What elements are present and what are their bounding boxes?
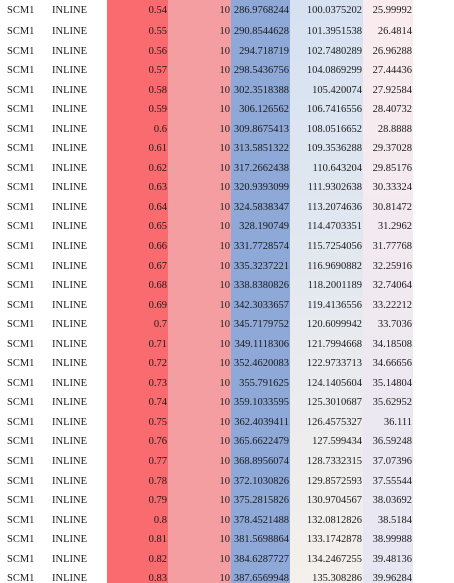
count-cell[interactable]: 10 xyxy=(168,296,231,316)
ratio-cell[interactable]: 0.73 xyxy=(107,374,168,394)
value-b-cell[interactable]: 135.308286 xyxy=(290,569,363,583)
count-cell[interactable]: 10 xyxy=(168,452,231,472)
value-a-cell[interactable]: 290.8544628 xyxy=(231,22,290,42)
type-cell[interactable]: INLINE xyxy=(52,553,87,565)
table-row xyxy=(0,0,413,22)
model-cell[interactable]: SCM1 xyxy=(7,534,35,546)
model-cell[interactable]: SCM1 xyxy=(7,221,35,233)
value-c-cell[interactable]: 28.40732 xyxy=(363,100,413,120)
value-a-cell[interactable]: 375.2815826 xyxy=(231,491,290,511)
type-cell[interactable]: INLINE xyxy=(52,514,87,526)
model-cell[interactable]: SCM1 xyxy=(7,84,35,96)
count-cell[interactable]: 10 xyxy=(168,335,231,355)
type-cell[interactable]: INLINE xyxy=(52,143,87,155)
model-cell[interactable]: SCM1 xyxy=(7,280,35,292)
model-cell[interactable]: SCM1 xyxy=(7,65,35,77)
model-cell[interactable]: SCM1 xyxy=(7,416,35,428)
value-a-cell[interactable]: 378.4521488 xyxy=(231,511,290,531)
ratio-cell[interactable]: 0.59 xyxy=(107,100,168,120)
table-row xyxy=(0,511,413,531)
table-row xyxy=(0,472,413,492)
count-cell[interactable]: 10 xyxy=(168,159,231,179)
count-cell[interactable]: 10 xyxy=(168,472,231,492)
type-cell[interactable]: INLINE xyxy=(52,241,87,253)
value-a-cell[interactable]: 349.1118306 xyxy=(231,335,290,355)
model-cell[interactable]: SCM1 xyxy=(7,475,35,487)
model-cell[interactable]: SCM1 xyxy=(7,260,35,272)
model-cell[interactable]: SCM1 xyxy=(7,299,35,311)
value-b-cell[interactable]: 113.2074636 xyxy=(290,198,363,218)
value-a-cell[interactable]: 342.3033657 xyxy=(231,296,290,316)
type-cell[interactable]: INLINE xyxy=(52,201,87,213)
table-row xyxy=(0,22,413,42)
ratio-cell[interactable]: 0.6 xyxy=(107,120,168,140)
value-b-cell[interactable]: 109.3536288 xyxy=(290,139,363,159)
value-a-cell[interactable]: 298.5436756 xyxy=(231,61,290,81)
value-a-cell[interactable]: 352.4620083 xyxy=(231,354,290,374)
table-row xyxy=(0,296,413,316)
type-cell[interactable]: INLINE xyxy=(52,416,87,428)
table-row xyxy=(0,120,413,140)
type-cell[interactable]: INLINE xyxy=(52,338,87,350)
value-a-cell[interactable]: 294.718719 xyxy=(231,42,290,62)
value-c-cell[interactable]: 36.111 xyxy=(363,413,413,433)
ratio-cell[interactable]: 0.7 xyxy=(107,315,168,335)
table-row xyxy=(0,42,413,62)
count-cell[interactable]: 10 xyxy=(168,550,231,570)
value-a-cell[interactable]: 320.9393099 xyxy=(231,178,290,198)
value-b-cell[interactable]: 133.1742878 xyxy=(290,530,363,550)
value-b-cell[interactable]: 128.7332315 xyxy=(290,452,363,472)
count-cell[interactable]: 10 xyxy=(168,569,231,583)
value-c-cell[interactable]: 34.66656 xyxy=(363,354,413,374)
model-cell[interactable]: SCM1 xyxy=(7,162,35,174)
value-c-cell[interactable]: 35.62952 xyxy=(363,393,413,413)
model-cell[interactable]: SCM1 xyxy=(7,241,35,253)
value-b-cell[interactable]: 122.9733713 xyxy=(290,354,363,374)
type-cell[interactable]: INLINE xyxy=(52,475,87,487)
count-cell[interactable]: 10 xyxy=(168,491,231,511)
model-cell[interactable]: SCM1 xyxy=(7,436,35,448)
value-c-cell[interactable]: 38.99988 xyxy=(363,530,413,550)
count-cell[interactable]: 10 xyxy=(168,237,231,257)
type-cell[interactable]: INLINE xyxy=(52,45,87,57)
value-c-cell[interactable]: 34.18508 xyxy=(363,335,413,355)
type-cell[interactable]: INLINE xyxy=(52,495,87,507)
value-a-cell[interactable]: 359.1033595 xyxy=(231,393,290,413)
table-row xyxy=(0,237,413,257)
value-b-cell[interactable]: 126.4575327 xyxy=(290,413,363,433)
value-b-cell[interactable]: 127.599434 xyxy=(290,432,363,452)
model-cell[interactable]: SCM1 xyxy=(7,456,35,468)
table-row xyxy=(0,569,413,583)
type-cell[interactable]: INLINE xyxy=(52,456,87,468)
type-cell[interactable]: INLINE xyxy=(52,319,87,331)
ratio-cell[interactable]: 0.74 xyxy=(107,393,168,413)
ratio-cell[interactable]: 0.77 xyxy=(107,452,168,472)
model-cell[interactable]: SCM1 xyxy=(7,338,35,350)
table-row xyxy=(0,432,413,452)
value-a-cell[interactable]: 372.1030826 xyxy=(231,472,290,492)
table-row xyxy=(0,159,413,179)
table-row xyxy=(0,413,413,433)
count-cell[interactable]: 10 xyxy=(168,42,231,62)
ratio-cell[interactable]: 0.78 xyxy=(107,472,168,492)
model-cell[interactable]: SCM1 xyxy=(7,319,35,331)
type-cell[interactable]: INLINE xyxy=(52,397,87,409)
value-c-cell[interactable]: 38.03692 xyxy=(363,491,413,511)
value-c-cell[interactable]: 27.44436 xyxy=(363,61,413,81)
count-cell[interactable]: 10 xyxy=(168,120,231,140)
model-cell[interactable]: SCM1 xyxy=(7,358,35,370)
value-b-cell[interactable]: 114.4703351 xyxy=(290,217,363,237)
model-cell[interactable]: SCM1 xyxy=(7,143,35,155)
ratio-cell[interactable]: 0.81 xyxy=(107,530,168,550)
value-a-cell[interactable]: 306.126562 xyxy=(231,100,290,120)
value-b-cell[interactable]: 100.0375202 xyxy=(290,0,363,22)
type-cell[interactable]: INLINE xyxy=(52,104,87,116)
value-a-cell[interactable]: 338.8380826 xyxy=(231,276,290,296)
value-c-cell[interactable]: 31.2962 xyxy=(363,217,413,237)
value-a-cell[interactable]: 302.3518388 xyxy=(231,81,290,101)
value-c-cell[interactable]: 26.96288 xyxy=(363,42,413,62)
value-b-cell[interactable]: 129.8572593 xyxy=(290,472,363,492)
value-a-cell[interactable]: 309.8675413 xyxy=(231,120,290,140)
value-b-cell[interactable]: 119.4136556 xyxy=(290,296,363,316)
type-cell[interactable]: INLINE xyxy=(52,573,87,583)
ratio-cell[interactable]: 0.67 xyxy=(107,257,168,277)
ratio-cell[interactable]: 0.83 xyxy=(107,569,168,583)
ratio-cell[interactable]: 0.65 xyxy=(107,217,168,237)
value-c-cell[interactable]: 37.07396 xyxy=(363,452,413,472)
ratio-cell[interactable]: 0.82 xyxy=(107,550,168,570)
count-cell[interactable]: 10 xyxy=(168,276,231,296)
type-cell[interactable]: INLINE xyxy=(52,182,87,194)
count-cell[interactable]: 10 xyxy=(168,530,231,550)
table-row xyxy=(0,81,413,101)
model-cell[interactable]: SCM1 xyxy=(7,45,35,57)
model-cell[interactable]: SCM1 xyxy=(7,377,35,389)
type-cell[interactable]: INLINE xyxy=(52,299,87,311)
count-cell[interactable]: 10 xyxy=(168,61,231,81)
model-cell[interactable]: SCM1 xyxy=(7,573,35,583)
table-row xyxy=(0,354,413,374)
value-b-cell[interactable]: 104.0869299 xyxy=(290,61,363,81)
count-cell[interactable]: 10 xyxy=(168,217,231,237)
table-row xyxy=(0,530,413,550)
type-cell[interactable]: INLINE xyxy=(52,221,87,233)
value-b-cell[interactable]: 106.7416556 xyxy=(290,100,363,120)
ratio-cell[interactable]: 0.66 xyxy=(107,237,168,257)
value-b-cell[interactable]: 134.2467255 xyxy=(290,550,363,570)
value-b-cell[interactable]: 121.7994668 xyxy=(290,335,363,355)
count-cell[interactable]: 10 xyxy=(168,198,231,218)
table-row xyxy=(0,315,413,335)
value-c-cell[interactable]: 38.5184 xyxy=(363,511,413,531)
table-row xyxy=(0,100,413,120)
model-cell[interactable]: SCM1 xyxy=(7,5,35,16)
value-a-cell[interactable]: 345.7179752 xyxy=(231,315,290,335)
type-cell[interactable]: INLINE xyxy=(52,5,87,16)
value-c-cell[interactable]: 37.55544 xyxy=(363,472,413,492)
value-a-cell[interactable]: 313.5851322 xyxy=(231,139,290,159)
count-cell[interactable]: 10 xyxy=(168,100,231,120)
model-cell[interactable]: SCM1 xyxy=(7,201,35,213)
value-b-cell[interactable]: 108.0516652 xyxy=(290,120,363,140)
table-row xyxy=(0,335,413,355)
ratio-cell[interactable]: 0.55 xyxy=(107,22,168,42)
table-row xyxy=(0,276,413,296)
ratio-cell[interactable]: 0.56 xyxy=(107,42,168,62)
value-c-cell[interactable]: 35.14804 xyxy=(363,374,413,394)
model-cell[interactable]: SCM1 xyxy=(7,514,35,526)
count-cell[interactable]: 10 xyxy=(168,0,231,22)
value-c-cell[interactable]: 39.48136 xyxy=(363,550,413,570)
value-c-cell[interactable]: 30.33324 xyxy=(363,178,413,198)
value-a-cell[interactable]: 335.3237221 xyxy=(231,257,290,277)
model-cell[interactable]: SCM1 xyxy=(7,123,35,135)
ratio-cell[interactable]: 0.64 xyxy=(107,198,168,218)
table-row xyxy=(0,139,413,159)
value-a-cell[interactable]: 384.6287727 xyxy=(231,550,290,570)
ratio-cell[interactable]: 0.72 xyxy=(107,354,168,374)
value-b-cell[interactable]: 101.3951538 xyxy=(290,22,363,42)
value-c-cell[interactable]: 36.59248 xyxy=(363,432,413,452)
value-a-cell[interactable]: 387.6569948 xyxy=(231,569,290,583)
ratio-cell[interactable]: 0.62 xyxy=(107,159,168,179)
count-cell[interactable]: 10 xyxy=(168,432,231,452)
ratio-cell[interactable]: 0.54 xyxy=(107,0,168,22)
count-cell[interactable]: 10 xyxy=(168,22,231,42)
count-cell[interactable]: 10 xyxy=(168,374,231,394)
ratio-cell[interactable]: 0.58 xyxy=(107,81,168,101)
type-cell[interactable]: INLINE xyxy=(52,534,87,546)
ratio-cell[interactable]: 0.63 xyxy=(107,178,168,198)
model-cell[interactable]: SCM1 xyxy=(7,182,35,194)
count-cell[interactable]: 10 xyxy=(168,393,231,413)
value-b-cell[interactable]: 116.9690882 xyxy=(290,257,363,277)
value-c-cell[interactable]: 31.77768 xyxy=(363,237,413,257)
value-c-cell[interactable]: 39.96284 xyxy=(363,569,413,583)
type-cell[interactable]: INLINE xyxy=(52,436,87,448)
value-c-cell[interactable]: 30.81472 xyxy=(363,198,413,218)
ratio-cell[interactable]: 0.8 xyxy=(107,511,168,531)
table-row xyxy=(0,491,413,511)
ratio-cell[interactable]: 0.76 xyxy=(107,432,168,452)
value-c-cell[interactable]: 29.37028 xyxy=(363,139,413,159)
ratio-cell[interactable]: 0.57 xyxy=(107,61,168,81)
value-c-cell[interactable]: 32.74064 xyxy=(363,276,413,296)
value-b-cell[interactable]: 102.7480289 xyxy=(290,42,363,62)
value-b-cell[interactable]: 125.3010687 xyxy=(290,393,363,413)
type-cell[interactable]: INLINE xyxy=(52,377,87,389)
value-b-cell[interactable]: 111.9302638 xyxy=(290,178,363,198)
count-cell[interactable]: 10 xyxy=(168,139,231,159)
value-c-cell[interactable]: 29.85176 xyxy=(363,159,413,179)
ratio-cell[interactable]: 0.71 xyxy=(107,335,168,355)
model-cell[interactable]: SCM1 xyxy=(7,553,35,565)
value-a-cell[interactable]: 317.2662438 xyxy=(231,159,290,179)
model-cell[interactable]: SCM1 xyxy=(7,104,35,116)
value-a-cell[interactable]: 362.4039411 xyxy=(231,413,290,433)
value-a-cell[interactable]: 355.791625 xyxy=(231,374,290,394)
table-row xyxy=(0,61,413,81)
value-a-cell[interactable]: 365.6622479 xyxy=(231,432,290,452)
value-b-cell[interactable]: 120.6099942 xyxy=(290,315,363,335)
type-cell[interactable]: INLINE xyxy=(52,260,87,272)
value-b-cell[interactable]: 115.7254056 xyxy=(290,237,363,257)
type-cell[interactable]: INLINE xyxy=(52,26,87,37)
type-cell[interactable]: INLINE xyxy=(52,84,87,96)
value-b-cell[interactable]: 118.2001189 xyxy=(290,276,363,296)
value-b-cell[interactable]: 132.0812826 xyxy=(290,511,363,531)
ratio-cell[interactable]: 0.69 xyxy=(107,296,168,316)
table-row xyxy=(0,257,413,277)
value-a-cell[interactable]: 286.9768244 xyxy=(231,0,290,22)
value-c-cell[interactable]: 28.8888 xyxy=(363,120,413,140)
value-c-cell[interactable]: 33.7036 xyxy=(363,315,413,335)
value-c-cell[interactable]: 33.22212 xyxy=(363,296,413,316)
value-a-cell[interactable]: 368.8956074 xyxy=(231,452,290,472)
table-row xyxy=(0,217,413,237)
value-a-cell[interactable]: 324.5838347 xyxy=(231,198,290,218)
value-c-cell[interactable]: 25.99992 xyxy=(363,0,413,22)
value-c-cell[interactable]: 26.4814 xyxy=(363,22,413,42)
count-cell[interactable]: 10 xyxy=(168,81,231,101)
ratio-cell[interactable]: 0.68 xyxy=(107,276,168,296)
count-cell[interactable]: 10 xyxy=(168,315,231,335)
count-cell[interactable]: 10 xyxy=(168,511,231,531)
model-cell[interactable]: SCM1 xyxy=(7,397,35,409)
table-row xyxy=(0,178,413,198)
value-b-cell[interactable]: 124.1405604 xyxy=(290,374,363,394)
type-cell[interactable]: INLINE xyxy=(52,280,87,292)
count-cell[interactable]: 10 xyxy=(168,354,231,374)
value-a-cell[interactable]: 331.7728574 xyxy=(231,237,290,257)
count-cell[interactable]: 10 xyxy=(168,178,231,198)
value-a-cell[interactable]: 328.190749 xyxy=(231,217,290,237)
ratio-cell[interactable]: 0.79 xyxy=(107,491,168,511)
value-b-cell[interactable]: 130.9704567 xyxy=(290,491,363,511)
type-cell[interactable]: INLINE xyxy=(52,65,87,77)
ratio-cell[interactable]: 0.75 xyxy=(107,413,168,433)
value-a-cell[interactable]: 381.5698864 xyxy=(231,530,290,550)
table-row xyxy=(0,374,413,394)
count-cell[interactable]: 10 xyxy=(168,413,231,433)
type-cell[interactable]: INLINE xyxy=(52,162,87,174)
type-cell[interactable]: INLINE xyxy=(52,358,87,370)
count-cell[interactable]: 10 xyxy=(168,257,231,277)
table-row xyxy=(0,550,413,570)
table-row xyxy=(0,452,413,472)
model-cell[interactable]: SCM1 xyxy=(7,495,35,507)
table-row xyxy=(0,393,413,413)
model-cell[interactable]: SCM1 xyxy=(7,26,35,37)
value-c-cell[interactable]: 27.92584 xyxy=(363,81,413,101)
value-b-cell[interactable]: 110.643204 xyxy=(290,159,363,179)
type-cell[interactable]: INLINE xyxy=(52,123,87,135)
ratio-cell[interactable]: 0.61 xyxy=(107,139,168,159)
value-c-cell[interactable]: 32.25916 xyxy=(363,257,413,277)
table-row xyxy=(0,198,413,218)
value-b-cell[interactable]: 105.420074 xyxy=(290,81,363,101)
